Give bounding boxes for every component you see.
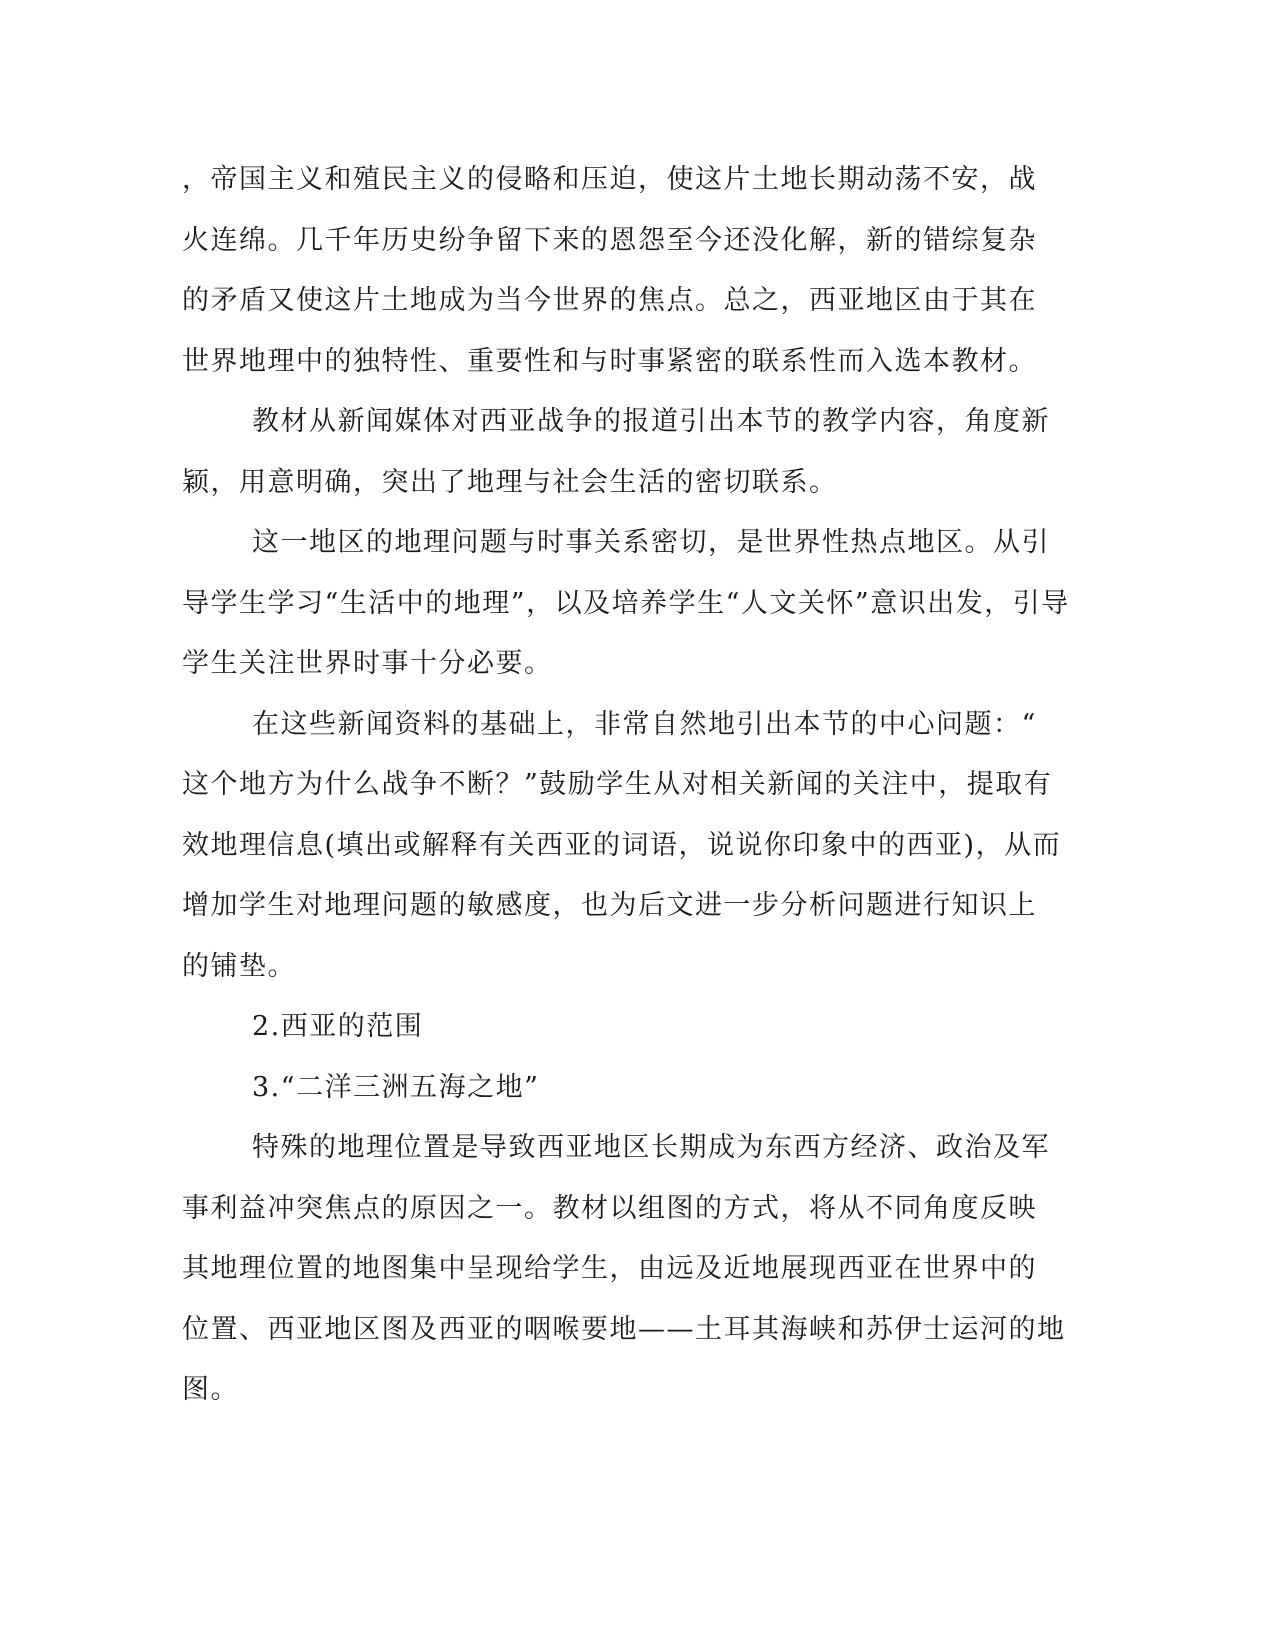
text-line: 导学生学习“生活中的地理”，以及培养学生“人文关怀”意识出发，引导 [182, 587, 1070, 619]
document-body [182, 150, 1070, 1421]
paragraph-1 [182, 150, 1042, 392]
text-line: 世界地理中的独特性、重要性和与时事紧密的联系性而入选本教材。 [182, 345, 1037, 377]
text-line: 效地理信息(填出或解释有关西亚的词语，说说你印象中的西亚)，从而 [182, 829, 1062, 861]
paragraph-4 [182, 695, 1062, 998]
text-line: 的铺垫。 [182, 950, 296, 982]
text-line: 其地理位置的地图集中呈现给学生，由远及近地展现西亚在世界中的 [182, 1253, 1037, 1284]
paragraph-7 [182, 1118, 1066, 1421]
text-line: 这一地区的地理问题与时事关系密切，是世界性热点地区。从引 [252, 527, 1050, 558]
heading-line: 3.“二洋三洲五海之地” [252, 1071, 540, 1103]
heading-line: 2.西亚的范围 [252, 1011, 424, 1042]
paragraph-2 [182, 392, 1050, 513]
text-line: 增加学生对地理问题的敏感度，也为后文进一步分析问题进行知识上 [182, 890, 1037, 921]
section-heading-range [182, 997, 1042, 1058]
text-line: 火连绵。几千年历史纷争留下来的恩怨至今还没化解，新的错综复杂 [182, 224, 1037, 256]
text-line: 图。 [182, 1374, 239, 1405]
text-line: 学生关注世界时事十分必要。 [182, 648, 553, 679]
text-line: 特殊的地理位置是导致西亚地区长期成为东西方经济、政治及军 [252, 1132, 1050, 1163]
text-line: 事利益冲突焦点的原因之一。教材以组图的方式，将从不同角度反映 [182, 1192, 1037, 1224]
text-line: ，帝国主义和殖民主义的侵略和压迫，使这片土地长期动荡不安，战 [182, 164, 1037, 195]
text-line: 颖，用意明确，突出了地理与社会生活的密切联系。 [182, 466, 838, 498]
text-line: 位置、西亚地区图及西亚的咽喉要地——土耳其海峡和苏伊士运河的地 [182, 1313, 1066, 1345]
text-line: 的矛盾又使这片土地成为当今世界的焦点。总之，西亚地区由于其在 [182, 285, 1037, 316]
section-heading-location [182, 1058, 1042, 1119]
text-line: 这个地方为什么战争不断？”鼓励学生从对相关新闻的关注中，提取有 [182, 769, 1053, 800]
paragraph-3 [182, 513, 1070, 695]
text-line: 在这些新闻资料的基础上，非常自然地引出本节的中心问题：“ [252, 708, 1037, 740]
text-line: 教材从新闻媒体对西亚战争的报道引出本节的教学内容，角度新 [252, 406, 1050, 437]
